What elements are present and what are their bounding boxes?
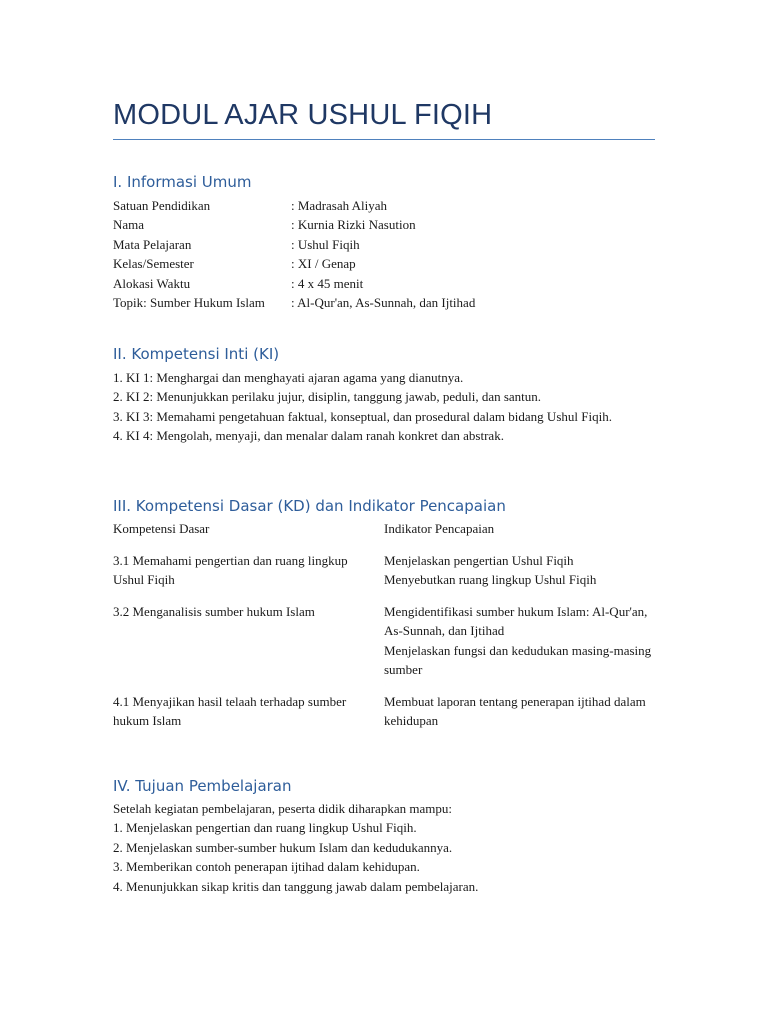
tujuan-intro: Setelah kegiatan pembelajaran, peserta didik diharapkan mampu: bbox=[113, 801, 452, 816]
info-label: Topik: Sumber Hukum Islam bbox=[113, 294, 265, 310]
info-value: : Ushul Fiqih bbox=[291, 236, 360, 252]
indicator-line: Menjelaskan fungsi dan kedudukan masing-masing sumber bbox=[384, 642, 652, 678]
list-item: 3. KI 3: Memahami pengetahuan faktual, konseptual, dan prosedural dalam bidang Ushul Fiqih. bbox=[113, 408, 612, 424]
indicator-cell bbox=[384, 551, 655, 602]
list-item: 1. KI 1: Menghargai dan menghayati ajaran agama yang dianutnya. bbox=[113, 370, 464, 385]
info-value: : 4 x 45 menit bbox=[291, 275, 364, 291]
info-value: : Madrasah Aliyah bbox=[291, 198, 388, 213]
indicator-line: Menyebutkan ruang lingkup Ushul Fiqih bbox=[384, 572, 597, 588]
table-row bbox=[113, 692, 655, 740]
indicator-cell bbox=[384, 692, 655, 740]
indicator-line: Membuat laporan tentang penerapan ijtihad dalam kehidupan bbox=[384, 694, 646, 729]
info-row-alokasi-waktu bbox=[113, 274, 655, 293]
info-label: Mata Pelajaran bbox=[113, 236, 192, 252]
section-heading-kompetensi-inti: II. Kompetensi Inti (KI) bbox=[113, 345, 280, 363]
informasi-umum-table bbox=[113, 196, 655, 312]
table-row bbox=[113, 551, 655, 602]
kompetensi-inti-list bbox=[113, 368, 641, 446]
list-item: 3. Memberikan contoh penerapan ijtihad dalam kehidupan. bbox=[113, 859, 420, 875]
title-divider bbox=[113, 139, 655, 140]
list-item: 1. Menjelaskan pengertian dan ruang lingkup Ushul Fiqih. bbox=[113, 820, 417, 836]
table-header-row bbox=[113, 519, 655, 551]
document-title: MODUL AJAR USHUL FIQIH bbox=[113, 99, 493, 131]
info-label: Kelas/Semester bbox=[113, 256, 194, 272]
info-value: : XI / Genap bbox=[291, 256, 356, 272]
kompetensi-dasar-table bbox=[113, 519, 655, 740]
info-label: Satuan Pendidikan bbox=[113, 198, 211, 213]
info-value: : Al-Qur'an, As-Sunnah, dan Ijtihad bbox=[291, 294, 476, 310]
info-row-mata-pelajaran bbox=[113, 235, 655, 254]
indicator-cell bbox=[384, 602, 655, 692]
indicator-line: Mengidentifikasi sumber hukum Islam: Al-Qur'an, As-Sunnah, dan Ijtihad bbox=[384, 604, 648, 639]
list-item: 4. Menunjukkan sikap kritis dan tanggung jawab dalam pembelajaran. bbox=[113, 878, 479, 894]
section-heading-tujuan-pembelajaran: IV. Tujuan Pembelajaran bbox=[113, 777, 292, 795]
info-label: Nama bbox=[113, 217, 145, 233]
info-row-kelas-semester bbox=[113, 254, 655, 273]
table-row bbox=[113, 602, 655, 692]
section-heading-kompetensi-dasar: III. Kompetensi Dasar (KD) dan Indikator Pencapaian bbox=[113, 497, 506, 515]
list-item: 4. KI 4: Mengolah, menyaji, dan menalar dalam ranah konkret dan abstrak. bbox=[113, 428, 504, 444]
indicator-line: Menjelaskan pengertian Ushul Fiqih bbox=[384, 553, 574, 568]
list-item: 2. KI 2: Menunjukkan perilaku jujur, disiplin, tanggung jawab, peduli, dan santun. bbox=[113, 389, 542, 405]
column-header-kompetensi-dasar: Kompetensi Dasar bbox=[113, 521, 210, 536]
kd-cell: 3.1 Memahami pengertian dan ruang lingkup Ushul Fiqih bbox=[113, 553, 348, 588]
kd-cell: 3.2 Menganalisis sumber hukum Islam bbox=[113, 604, 315, 619]
info-value: : Kurnia Rizki Nasution bbox=[291, 217, 416, 233]
info-row-topik bbox=[113, 293, 655, 312]
column-header-indikator: Indikator Pencapaian bbox=[384, 521, 495, 536]
info-row-satuan-pendidikan bbox=[113, 196, 655, 215]
list-item: 2. Menjelaskan sumber-sumber hukum Islam dan kedudukannya. bbox=[113, 839, 453, 855]
kd-cell: 4.1 Menyajikan hasil telaah terhadap sumber hukum Islam bbox=[113, 694, 347, 729]
info-label: Alokasi Waktu bbox=[113, 275, 191, 291]
section-heading-informasi-umum: I. Informasi Umum bbox=[113, 173, 252, 191]
tujuan-pembelajaran-block bbox=[113, 799, 641, 896]
info-row-nama bbox=[113, 215, 655, 234]
